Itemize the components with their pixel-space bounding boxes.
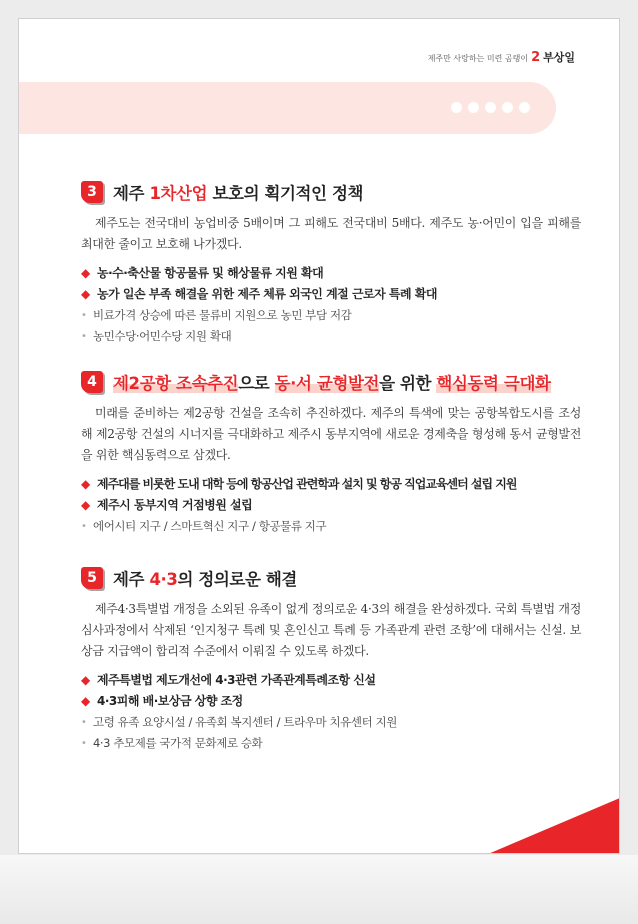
sub-item: • 4·3 추모제를 국가적 문화제로 승화 xyxy=(81,733,581,754)
section-paragraph: 제주4·3특별법 개정을 소외된 유족이 없게 정의로운 4·3의 해결을 완성하겠다. 국회 특별법 개정 심사과정에서 삭제된 ‘인지청구 특례 및 혼인신고 특례 등 가족관계 관련 조항’에 대해서는 신설. 보상금 지급액이 합리적 수준에서 이뤄질 수 있도록 하겠다. xyxy=(81,602,581,658)
dot-bullet-icon: • xyxy=(81,310,87,321)
decorative-banner xyxy=(19,82,556,134)
sub-list xyxy=(81,305,581,347)
page-bottom-margin xyxy=(0,855,638,924)
bullet-list xyxy=(81,670,581,712)
header-slogan: 제주만 사랑하는 미련 곰탱이 xyxy=(427,54,529,63)
document-page xyxy=(18,18,620,854)
bullet-list xyxy=(81,474,581,516)
section-5 xyxy=(81,565,581,754)
diamond-icon: ◆ xyxy=(81,266,90,280)
header-number: 2 xyxy=(531,50,541,65)
section-heading: 제주 1차산업 보호의 획기적인 정책 xyxy=(113,184,364,203)
bullet-item: ◆ 농가 일손 부족 해결을 위한 제주 체류 외국인 계절 근로자 특례 확대 xyxy=(81,284,581,305)
bullet-item: ◆ 제주시 동부지역 거점병원 설립 xyxy=(81,495,581,516)
dot-icon xyxy=(451,102,462,113)
dot-bullet-icon: • xyxy=(81,738,87,749)
dot-icon xyxy=(468,102,479,113)
corner-decoration xyxy=(488,798,620,854)
header-name: 부상일 xyxy=(543,51,575,64)
bullet-item: ◆ 농·수·축산물 항공물류 및 해상물류 지원 확대 xyxy=(81,263,581,284)
sub-item: • 비료가격 상승에 따른 물류비 지원으로 농민 부담 저감 xyxy=(81,305,581,326)
dot-bullet-icon: • xyxy=(81,521,87,532)
sub-list xyxy=(81,712,581,754)
bullet-list xyxy=(81,263,581,305)
section-heading: 제주 4·3의 정의로운 해결 xyxy=(113,570,297,589)
sub-item: • 고령 유족 요양시설 / 유족회 복지센터 / 트라우마 치유센터 지원 xyxy=(81,712,581,733)
section-title xyxy=(81,179,581,205)
diamond-icon: ◆ xyxy=(81,498,90,512)
section-number-badge: 4 xyxy=(81,371,103,393)
section-number-badge: 5 xyxy=(81,567,103,589)
section-paragraph: 미래를 준비하는 제2공항 건설을 조속히 추진하겠다. 제주의 특색에 맞는 공항복합도시를 조성해 제2공항 건설의 시너지를 극대화하고 제주시 동부지역에 새로운 경제축을 형성해 동서 균형발전을 위한 핵심동력으로 삼겠다. xyxy=(81,406,581,462)
diamond-icon: ◆ xyxy=(81,694,90,708)
dot-bullet-icon: • xyxy=(81,717,87,728)
sub-item: • 에어시티 지구 / 스마트혁신 지구 / 항공물류 지구 xyxy=(81,516,581,537)
section-title xyxy=(81,369,581,395)
bullet-item: ◆ 제주특별법 제도개선에 4·3관련 가족관계특례조항 신설 xyxy=(81,670,581,691)
section-3 xyxy=(81,179,581,347)
section-heading: 제2공항 조속추진으로 동·서 균형발전을 위한 핵심동력 극대화 xyxy=(113,374,551,393)
section-title xyxy=(81,565,581,591)
dot-icon xyxy=(519,102,530,113)
diamond-icon: ◆ xyxy=(81,673,90,687)
diamond-icon: ◆ xyxy=(81,477,90,491)
dot-icon xyxy=(485,102,496,113)
page-header xyxy=(428,49,575,65)
bullet-item: ◆ 4·3피해 배·보상금 상향 조정 xyxy=(81,691,581,712)
banner-dots xyxy=(451,102,530,113)
sub-list xyxy=(81,516,581,537)
dot-icon xyxy=(502,102,513,113)
section-4 xyxy=(81,369,581,537)
sub-item: • 농민수당·어민수당 지원 확대 xyxy=(81,326,581,347)
diamond-icon: ◆ xyxy=(81,287,90,301)
bullet-item: ◆ 제주대를 비롯한 도내 대학 등에 항공산업 관련학과 설치 및 항공 직업교육센터 설립 지원 xyxy=(81,474,581,495)
section-number-badge: 3 xyxy=(81,181,103,203)
section-paragraph: 제주도는 전국대비 농업비중 5배이며 그 피해도 전국대비 5배다. 제주도 농·어민이 입을 피해를 최대한 줄이고 보호해 나가겠다. xyxy=(81,216,581,251)
dot-bullet-icon: • xyxy=(81,331,87,342)
